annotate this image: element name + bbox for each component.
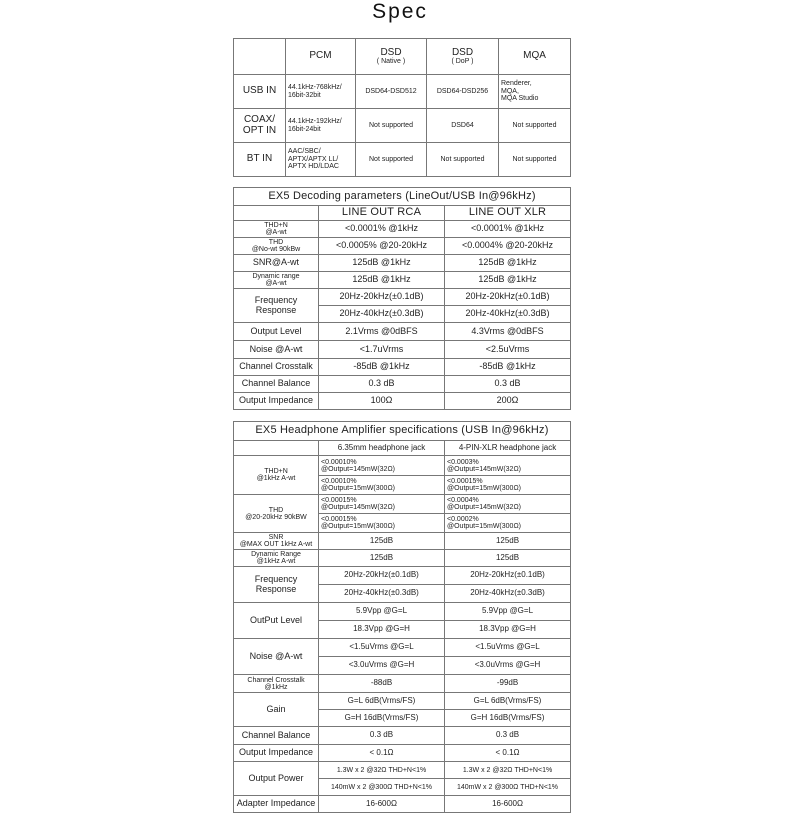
label-noise: Noise @A-wt [234,341,319,359]
decoding-row-freq-response-1 [234,289,571,306]
decoding-row-noise [234,341,571,359]
hp-ol1-xlr-value: 5.9Vpp @G=L [445,603,571,621]
hp-row-snr [234,533,571,550]
row-label-usb-in: USB IN [234,75,286,109]
hp-label-thd: THD @20-20kHz 90kBW [234,495,319,533]
hp-thdn1-635-value: <0.00010% @Output=145mW(32Ω) [319,456,445,476]
hp-label-crosstalk: Channel Crosstalk @1kHz [234,675,319,693]
header-dsd-dop: DSD ( DoP ) [427,39,499,75]
bt-dsd-native-value: Not supported [356,143,427,177]
ct-xlr-value: -85dB @1kHz [445,359,571,376]
usb-dsd-dop-value: DSD64-DSD256 [427,75,499,109]
label-frequency-response: Frequency Response [234,289,319,323]
hp-noise2-635-value: <3.0uVrms @G=H [319,657,445,675]
hp-row-dynamic-range [234,550,571,567]
decoding-row-snr [234,255,571,272]
bt-pcm-value: AAC/SBC/ APTX/APTX LL/ APTX HD/LDAC [286,143,356,177]
decoding-corner-cell [234,206,319,221]
usb-dsd-native-value: DSD64-DSD512 [356,75,427,109]
row-label-coax-opt-in: COAX/ OPT IN [234,109,286,143]
hp-row-thd-1 [234,495,571,514]
cb-rca-value: 0.3 dB [319,376,445,393]
headphone-amp-table [233,421,571,813]
hp-ai-xlr-value: 16-600Ω [445,796,571,813]
hp-row-output-power-1 [234,762,571,779]
snr-xlr-value: 125dB @1kHz [445,255,571,272]
hp-fr1-635-value: 20Hz-20kHz(±0.1dB) [319,567,445,585]
fr2-rca-value: 20Hz-40kHz(±0.3dB) [319,306,445,323]
label-output-level: Output Level [234,323,319,341]
ol-rca-value: 2.1Vrms @0dBFS [319,323,445,341]
hp-oi-635-value: < 0.1Ω [319,745,445,762]
hp-thd1-xlr-value: <0.0004% @Output=145mW(32Ω) [445,495,571,514]
hp-label-dynamic-range: Dynamic Range @1kHz A-wt [234,550,319,567]
hp-row-crosstalk [234,675,571,693]
decoding-caption: EX5 Decoding parameters (LineOut/USB In@96kHz) [234,188,571,206]
thd-rca-value: <0.0005% @20-20kHz [319,238,445,255]
hp-gain1-xlr-value: G=L 6dB(Vrms/FS) [445,693,571,710]
decoding-parameters-table [233,187,571,410]
hp-ol2-635-value: 18.3Vpp @G=H [319,621,445,639]
hp-dr-635-value: 125dB [319,550,445,567]
thdn-xlr-value: <0.0001% @1kHz [445,221,571,238]
hp-row-gain-1 [234,693,571,710]
row-label-bt-in: BT IN [234,143,286,177]
hp-thd2-635-value: <0.00015% @Output=15mW(300Ω) [319,514,445,533]
thd-xlr-value: <0.0004% @20-20kHz [445,238,571,255]
header-dsd-native: DSD ( Native ) [356,39,427,75]
hp-op2-635-value: 140mW x 2 @300Ω THD+N<1% [319,779,445,796]
dr-rca-value: 125dB @1kHz [319,272,445,289]
hp-fr1-xlr-value: 20Hz-20kHz(±0.1dB) [445,567,571,585]
hp-oi-xlr-value: < 0.1Ω [445,745,571,762]
hp-ol2-xlr-value: 18.3Vpp @G=H [445,621,571,639]
label-thd: THD @No-wt 90kBw [234,238,319,255]
hp-label-output-impedance: Output Impedance [234,745,319,762]
label-output-impedance: Output Impedance [234,393,319,410]
usb-pcm-value: 44.1kHz-768kHz/ 16bit-32bit [286,75,356,109]
fr2-xlr-value: 20Hz-40kHz(±0.3dB) [445,306,571,323]
page-title: Spec [372,0,428,23]
hp-op1-635-value: 1.3W x 2 @32Ω THD+N<1% [319,762,445,779]
hp-noise1-xlr-value: <1.5uVrms @G=L [445,639,571,657]
hp-cb-xlr-value: 0.3 dB [445,727,571,745]
label-snr: SNR@A-wt [234,255,319,272]
hp-ct-xlr-value: -99dB [445,675,571,693]
hp-label-snr: SNR @MAX OUT 1kHz A-wt [234,533,319,550]
header-pcm: PCM [286,39,356,75]
hp-label-output-power: Output Power [234,762,319,796]
hp-ol1-635-value: 5.9Vpp @G=L [319,603,445,621]
hp-gain2-xlr-value: G=H 16dB(Vrms/FS) [445,710,571,727]
col-line-out-rca: LINE OUT RCA [319,206,445,221]
hp-gain2-635-value: G=H 16dB(Vrms/FS) [319,710,445,727]
hp-label-noise: Noise @A-wt [234,639,319,675]
format-row-usb [234,75,571,109]
decoding-row-thdn [234,221,571,238]
coax-pcm-value: 44.1kHz-192kHz/ 16bit-24bit [286,109,356,143]
headphone-corner-cell [234,441,319,456]
decoding-row-crosstalk [234,359,571,376]
hp-noise2-xlr-value: <3.0uVrms @G=H [445,657,571,675]
coax-mqa-value: Not supported [499,109,571,143]
oi-rca-value: 100Ω [319,393,445,410]
hp-thdn2-635-value: <0.00010% @Output=15mW(300Ω) [319,476,445,495]
hp-row-noise-1 [234,639,571,657]
fr1-rca-value: 20Hz-20kHz(±0.1dB) [319,289,445,306]
hp-snr-635-value: 125dB [319,533,445,550]
hp-label-output-level: OutPut Level [234,603,319,639]
input-format-table [233,38,571,177]
hp-op1-xlr-value: 1.3W x 2 @32Ω THD+N<1% [445,762,571,779]
ct-rca-value: -85dB @1kHz [319,359,445,376]
hp-label-frequency-response: Frequency Response [234,567,319,603]
hp-row-impedance [234,745,571,762]
hp-noise1-635-value: <1.5uVrms @G=L [319,639,445,657]
usb-mqa-value: Renderer, MQA, MQA Studio [499,75,571,109]
col-6-35mm-jack: 6.35mm headphone jack [319,441,445,456]
label-crosstalk: Channel Crosstalk [234,359,319,376]
hp-thd2-xlr-value: <0.0002% @Output=15mW(300Ω) [445,514,571,533]
coax-dsd-dop-value: DSD64 [427,109,499,143]
ol-xlr-value: 4.3Vrms @0dBFS [445,323,571,341]
dr-xlr-value: 125dB @1kHz [445,272,571,289]
hp-label-adapter-impedance: Adapter Impedance [234,796,319,813]
bt-mqa-value: Not supported [499,143,571,177]
hp-gain1-635-value: G=L 6dB(Vrms/FS) [319,693,445,710]
label-dynamic-range: Dynamic range @A-wt [234,272,319,289]
hp-thd1-635-value: <0.00015% @Output=145mW(32Ω) [319,495,445,514]
decoding-row-dynamic-range [234,272,571,289]
hp-label-thdn: THD+N @1kHz A-wt [234,456,319,495]
hp-label-gain: Gain [234,693,319,727]
oi-xlr-value: 200Ω [445,393,571,410]
bt-dsd-dop-value: Not supported [427,143,499,177]
hp-row-freq-1 [234,567,571,585]
col-4-pin-xlr-jack: 4-PIN-XLR headphone jack [445,441,571,456]
header-mqa: MQA [499,39,571,75]
hp-row-thdn-1 [234,456,571,476]
hp-row-balance [234,727,571,745]
hp-ai-635-value: 16-600Ω [319,796,445,813]
hp-fr2-xlr-value: 20Hz-40kHz(±0.3dB) [445,585,571,603]
hp-thdn1-xlr-value: <0.0003% @Output=145mW(32Ω) [445,456,571,476]
decoding-row-thd [234,238,571,255]
noise-xlr-value: <2.5uVrms [445,341,571,359]
decoding-row-impedance [234,393,571,410]
hp-row-adapter-impedance [234,796,571,813]
fr1-xlr-value: 20Hz-20kHz(±0.1dB) [445,289,571,306]
coax-dsd-native-value: Not supported [356,109,427,143]
cb-xlr-value: 0.3 dB [445,376,571,393]
hp-thdn2-xlr-value: <0.00015% @Output=15mW(300Ω) [445,476,571,495]
hp-cb-635-value: 0.3 dB [319,727,445,745]
hp-label-channel-balance: Channel Balance [234,727,319,745]
headphone-caption: EX5 Headphone Amplifier specifications (USB In@96kHz) [234,422,571,441]
format-row-bt [234,143,571,177]
snr-rca-value: 125dB @1kHz [319,255,445,272]
label-channel-balance: Channel Balance [234,376,319,393]
decoding-row-output-level [234,323,571,341]
noise-rca-value: <1.7uVrms [319,341,445,359]
label-thdn: THD+N @A-wt [234,221,319,238]
col-line-out-xlr: LINE OUT XLR [445,206,571,221]
hp-op2-xlr-value: 140mW x 2 @300Ω THD+N<1% [445,779,571,796]
hp-ct-635-value: -88dB [319,675,445,693]
hp-row-output-level-1 [234,603,571,621]
corner-cell [234,39,286,75]
hp-snr-xlr-value: 125dB [445,533,571,550]
hp-dr-xlr-value: 125dB [445,550,571,567]
decoding-row-balance [234,376,571,393]
format-header-row [234,39,571,75]
format-row-coax [234,109,571,143]
hp-fr2-635-value: 20Hz-40kHz(±0.3dB) [319,585,445,603]
thdn-rca-value: <0.0001% @1kHz [319,221,445,238]
